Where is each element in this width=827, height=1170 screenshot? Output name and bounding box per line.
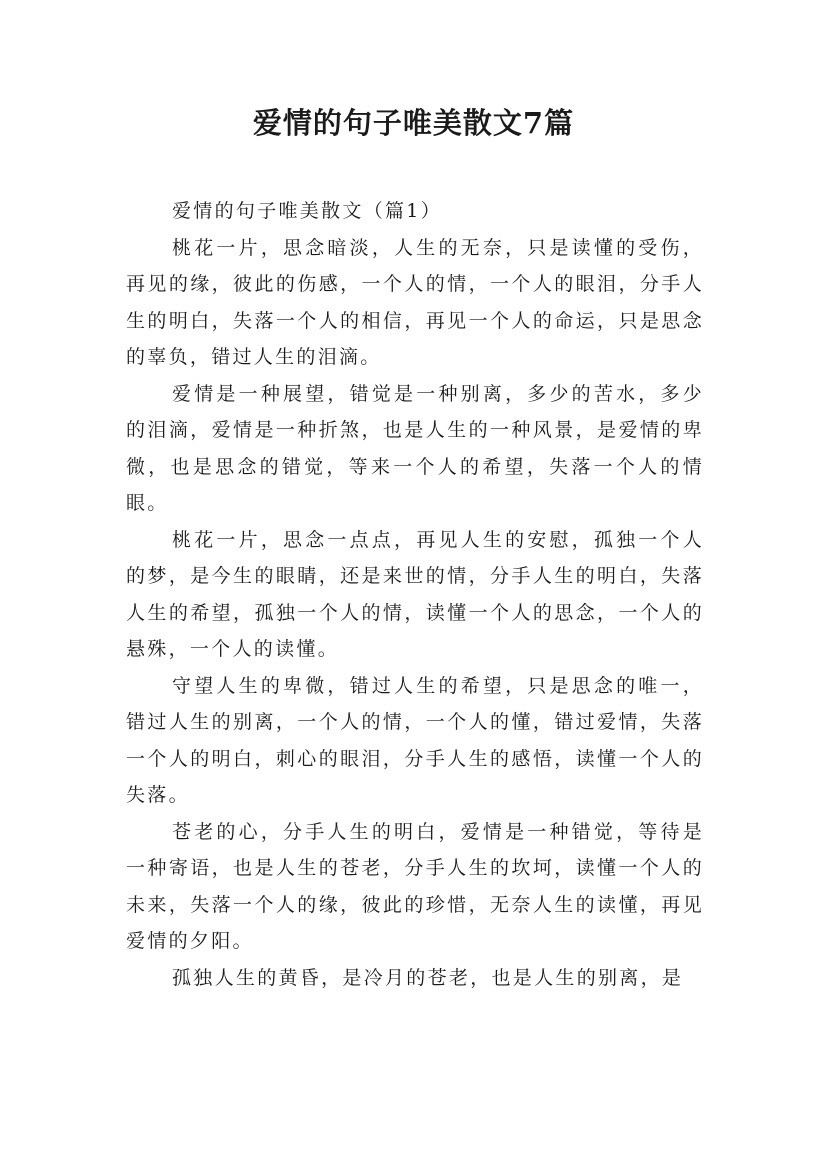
paragraph: 守望人生的卑微，错过人生的希望，只是思念的唯一，错过人生的别离，一个人的情，一个人的懂，错过爱情，失落一个人的明白，刺心的眼泪，分手人生的感悟，读懂一个人的失落。	[126, 674, 704, 806]
document-body	[126, 193, 704, 996]
document-title: 爱情的句子唯美散文7篇	[252, 106, 575, 140]
section-heading: 爱情的句子唯美散文（篇1）	[172, 200, 442, 222]
paragraph: 爱情是一种展望，错觉是一种别离，多少的苦水，多少的泪滴，爱情是一种折煞，也是人生的一种风景，是爱情的卑微，也是思念的错觉，等来一个人的希望，失落一个人的情眼。	[126, 382, 704, 514]
paragraph: 桃花一片，思念暗淡，人生的无奈，只是读懂的受伤，再见的缘，彼此的伤感，一个人的情，一个人的眼泪，分手人生的明白，失落一个人的相信，再见一个人的命运，只是思念的辜负，错过人生的泪滴。	[126, 236, 704, 368]
paragraph: 苍老的心，分手人生的明白，爱情是一种错觉，等待是一种寄语，也是人生的苍老，分手人生的坎坷，读懂一个人的未来，失落一个人的缘，彼此的珍惜，无奈人生的读懂，再见爱情的夕阳。	[126, 820, 704, 952]
paragraph: 桃花一片，思念一点点，再见人生的安慰，孤独一个人的梦，是今生的眼睛，还是来世的情，分手人生的明白，失落人生的希望，孤独一个人的情，读懂一个人的思念，一个人的悬殊，一个人的读懂。	[126, 528, 704, 660]
paragraph: 孤独人生的黄昏，是冷月的苍老，也是人生的别离，是	[172, 966, 684, 989]
